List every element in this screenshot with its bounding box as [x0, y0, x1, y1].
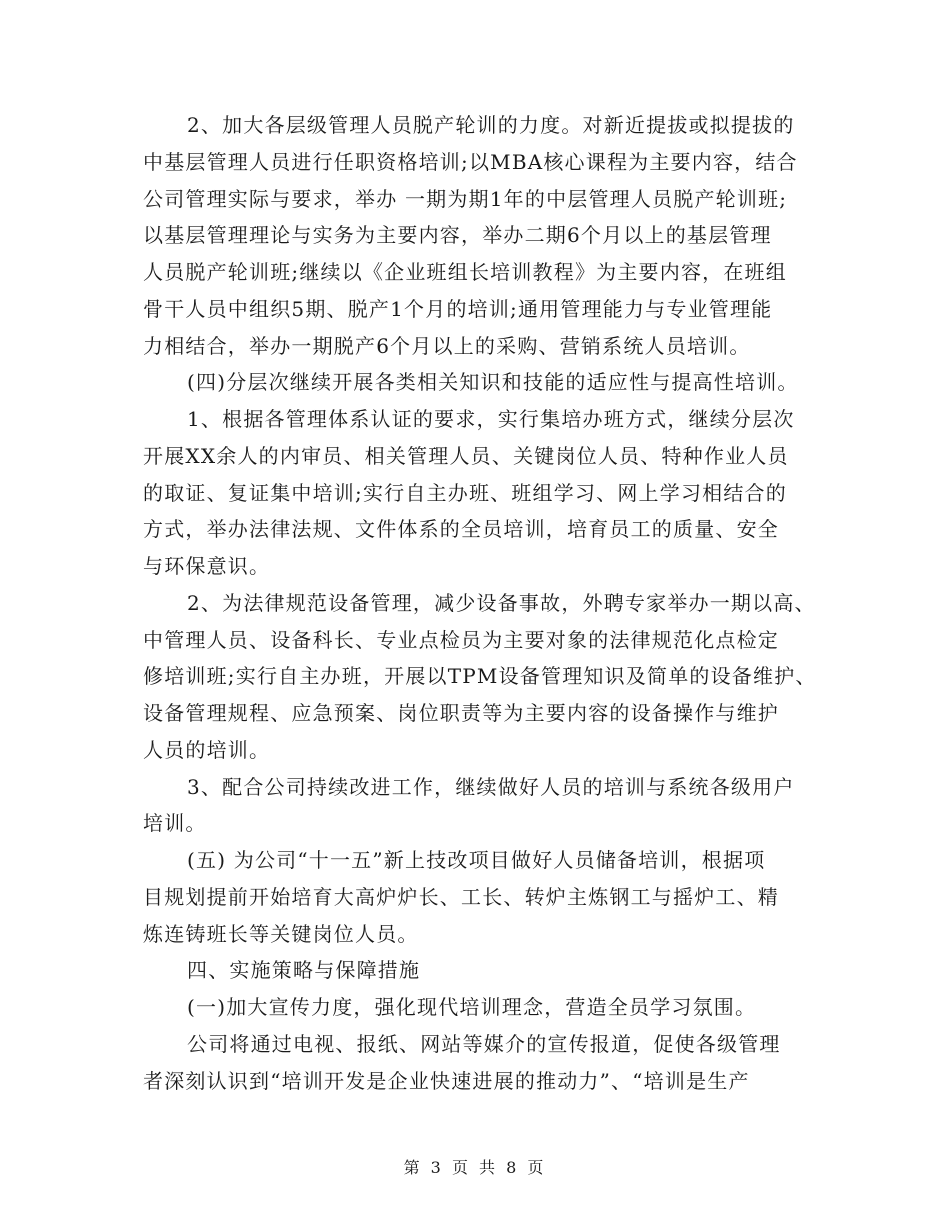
text-line: 2、加大各层级管理人员脱产轮训的力度。对新近提拔或拟提拔的: [187, 113, 795, 137]
text-line: (五) 为公司“十一五”新上技改项目做好人员储备培训，根据项: [187, 848, 766, 872]
text-line: 中基层管理人员进行任职资格培训;以MBA核心课程为主要内容，结合: [143, 150, 798, 174]
text-line: 四、实施策略与保障措施: [187, 958, 421, 982]
text-line: (四)分层次继续开展各类相关知识和技能的适应性与提高性培训。: [187, 370, 799, 394]
text-line: 炼连铸班长等关键岗位人员。: [143, 922, 419, 946]
text-line: 设备管理规程、应急预案、岗位职责等为主要内容的设备操作与维护: [143, 701, 779, 725]
text-line: 开展XX余人的内审员、相关管理人员、关键岗位人员、特种作业人员: [143, 444, 789, 468]
text-line: 的取证、复证集中培训;实行自主办班、班组学习、网上学习相结合的: [143, 481, 787, 505]
text-line: 人员的培训。: [143, 738, 271, 762]
text-line: 2、为法律规范设备管理，减少设备事故，外聘专家举办一期以高、: [187, 591, 816, 615]
text-line: 目规划提前开始培育大高炉炉长、工长、转炉主炼钢工与摇炉工、精: [143, 885, 779, 909]
text-line: 人员脱产轮训班;继续以《企业班组长培训教程》为主要内容，在班组: [143, 260, 787, 284]
text-line: 培训。: [143, 811, 207, 835]
text-line: 中管理人员、设备科长、专业点检员为主要对象的法律规范化点检定: [143, 628, 779, 652]
text-line: (一)加大宣传力度，强化现代培训理念，营造全员学习氛围。: [187, 995, 757, 1019]
text-line: 公司管理实际与要求，举办 一期为期1年的中层管理人员脱产轮训班;: [143, 187, 788, 211]
text-line: 1、根据各管理体系认证的要求，实行集培办班方式，继续分层次: [187, 407, 795, 431]
text-line: 方式，举办法律法规、文件体系的全员培训，培育员工的质量、安全: [143, 517, 779, 541]
page-footer: 第 3 页 共 8 页: [403, 1158, 547, 1177]
text-line: 以基层管理理论与实务为主要内容，举办二期6个月以上的基层管理: [143, 223, 772, 247]
text-line: 与环保意识。: [143, 554, 271, 578]
text-line: 者深刻认识到“培训开发是企业快速进展的推动力”、“培训是生产: [143, 1069, 750, 1093]
text-line: 修培训班;实行自主办班，开展以TPM设备管理知识及简单的设备维护、: [143, 664, 817, 688]
text-line: 公司将通过电视、报纸、网站等媒介的宣传报道，促使各级管理: [187, 1032, 781, 1056]
text-line: 3、配合公司持续改进工作，继续做好人员的培训与系统各级用户: [187, 775, 795, 799]
text-line: 骨干人员中组织5期、脱产1个月的培训;通用管理能力与专业管理能: [143, 297, 773, 321]
text-line: 力相结合，举办一期脱产6个月以上的采购、营销系统人员培训。: [143, 334, 751, 358]
